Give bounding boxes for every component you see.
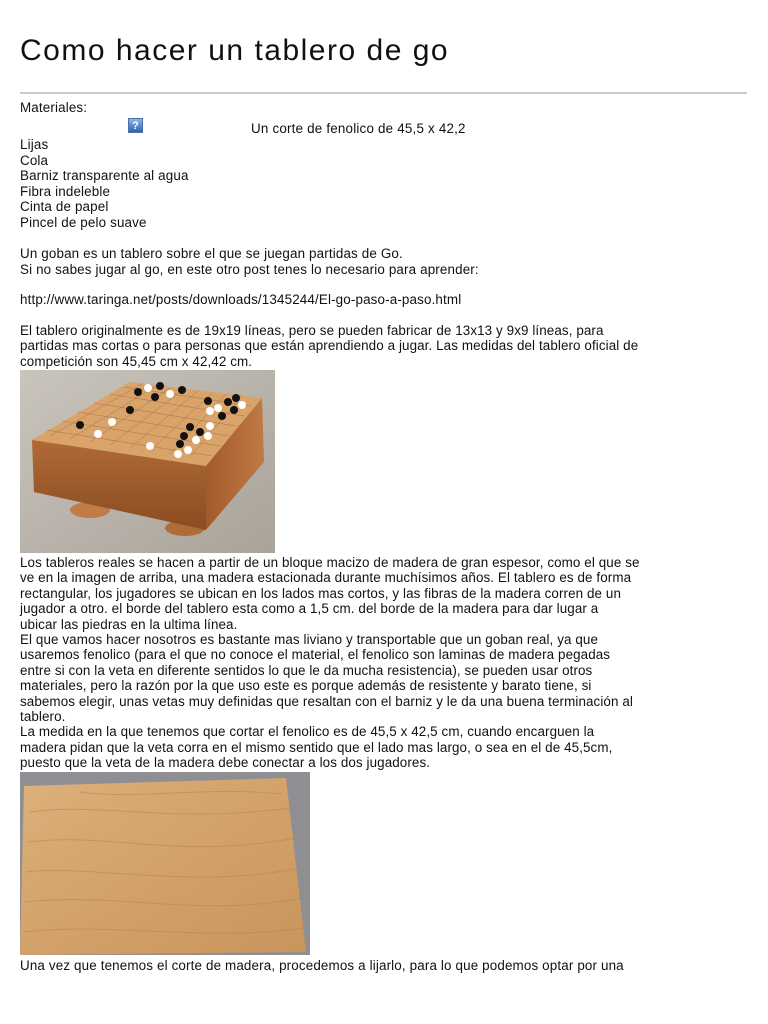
intro-line-2: Si no sabes jugar al go, en este otro post tenes lo necesario para aprender: [20, 262, 479, 277]
list-item: Fibra indeleble [20, 183, 111, 199]
title-divider [20, 92, 747, 94]
materials-heading: Materiales: [20, 100, 88, 115]
paragraph-description: Los tableros reales se hacen a partir de un bloque macizo de madera de gran espesor, como el que se ve en la imagen de arriba, una madera estacionada durante muchísimos años. El tablero es de forma rectangular, los jugadores se ubican en los lados mas cortos, y las fibras de la madera corren de un jugador a otro. el borde del tablero esta como a 1,5 cm. del borde de la madera para dar lugar a ubicar las piedras en la ultima línea. El que vamos hacer nosotros es bastante mas liviano y transportable que un goban real, ya que usaremos fenolico (para el que no conoce el material, el fenolico son laminas de madera pegadas entre si con la veta en diferente sentidos lo que le da mucha resistencia), se pueden usar otros materiales, pero la razón por la que uso este es porque además de resistente y barato tiene, si sabemos elegir, unas vetas muy definidas que resaltan con el barniz y le da una buena terminación al tablero. La medida en la que tenemos que cortar el fenolico es de 45,5 x 42,5 cm, cuando encarguen la madera pidan que la veta corra en el mismo sentido que el lado mas largo, o sea en el de 45,5cm, puesto que la veta de la madera debe conectar a los dos jugadores. [20, 555, 640, 771]
question-mark-icon: ? [128, 118, 143, 133]
tutorial-link[interactable]: http://www.taringa.net/posts/downloads/1345244/El-go-paso-a-paso.html [20, 292, 462, 307]
intro-line-1: Un goban es un tablero sobre el que se juegan partidas de Go. [20, 246, 403, 261]
plywood-photo [20, 772, 310, 955]
list-item: Cinta de papel [20, 199, 109, 215]
materials-first-item: Un corte de fenolico de 45,5 x 42,2 [251, 121, 466, 136]
paragraph-sanding: Una vez que tenemos el corte de madera, procedemos a lijarlo, para lo que podemos optar por una [20, 958, 624, 973]
list-item: Barniz transparente al agua [20, 168, 189, 184]
list-item: Lijas [20, 137, 49, 152]
list-item: Cola [20, 152, 49, 168]
list-item: Pincel de pelo suave [20, 214, 147, 230]
paragraph-board-sizes: El tablero originalmente es de 19x19 líneas, pero se pueden fabricar de 13x13 y 9x9 líneas, para partidas mas cortas o para personas que están aprendiendo a jugar. Las medidas del tablero oficial de competición son 45,45 cm x 42,42 cm. [20, 323, 639, 369]
page-title: Como hacer un tablero de go [20, 34, 450, 67]
goban-photo [20, 370, 275, 553]
materials-list [20, 137, 189, 231]
